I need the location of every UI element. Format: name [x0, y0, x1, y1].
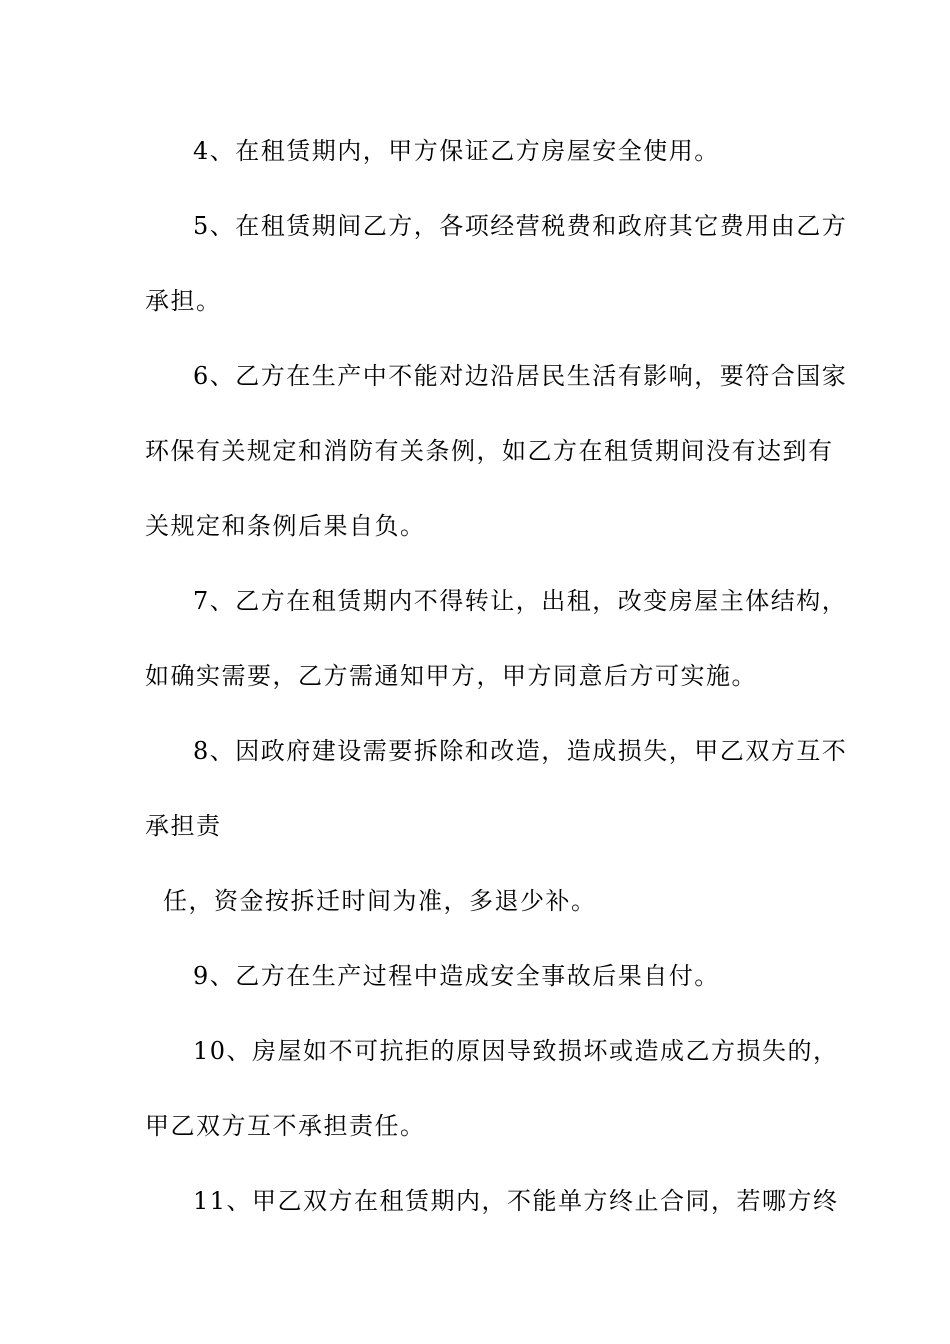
clause-8-line-2: 承担责: [145, 812, 222, 840]
clause-10-line-2: 甲乙双方互不承担责任。: [145, 1112, 426, 1140]
clause-10-line-1: 10、房屋如不可抗拒的原因导致损坏或造成乙方损失的，: [193, 1037, 839, 1065]
clause-8-line-3: 任，资金按拆迁时间为准，多退少补。: [163, 887, 597, 915]
clause-11-line-1: 11、甲乙双方在租赁期内，不能单方终止合同，若哪方终: [193, 1187, 839, 1215]
clause-8-line-1: 8、因政府建设需要拆除和改造，造成损失，甲乙双方互不: [193, 737, 848, 765]
clause-9-line-1: 9、乙方在生产过程中造成安全事故后果自付。: [193, 962, 720, 990]
clause-6-line-3: 关规定和条例后果自负。: [145, 512, 426, 540]
clause-7-line-2: 如确实需要，乙方需通知甲方，甲方同意后方可实施。: [145, 662, 757, 690]
clause-5-line-1: 5、在租赁期间乙方，各项经营税费和政府其它费用由乙方: [193, 212, 848, 240]
clause-6-line-2: 环保有关规定和消防有关条例，如乙方在租赁期间没有达到有: [145, 437, 834, 465]
clause-4-line-1: 4、在租赁期内，甲方保证乙方房屋安全使用。: [193, 137, 720, 165]
clause-6-line-1: 6、乙方在生产中不能对边沿居民生活有影响，要符合国家: [193, 362, 848, 390]
clause-5-line-2: 承担。: [145, 287, 222, 315]
clause-7-line-1: 7、乙方在租赁期内不得转让，出租，改变房屋主体结构，: [193, 587, 848, 615]
